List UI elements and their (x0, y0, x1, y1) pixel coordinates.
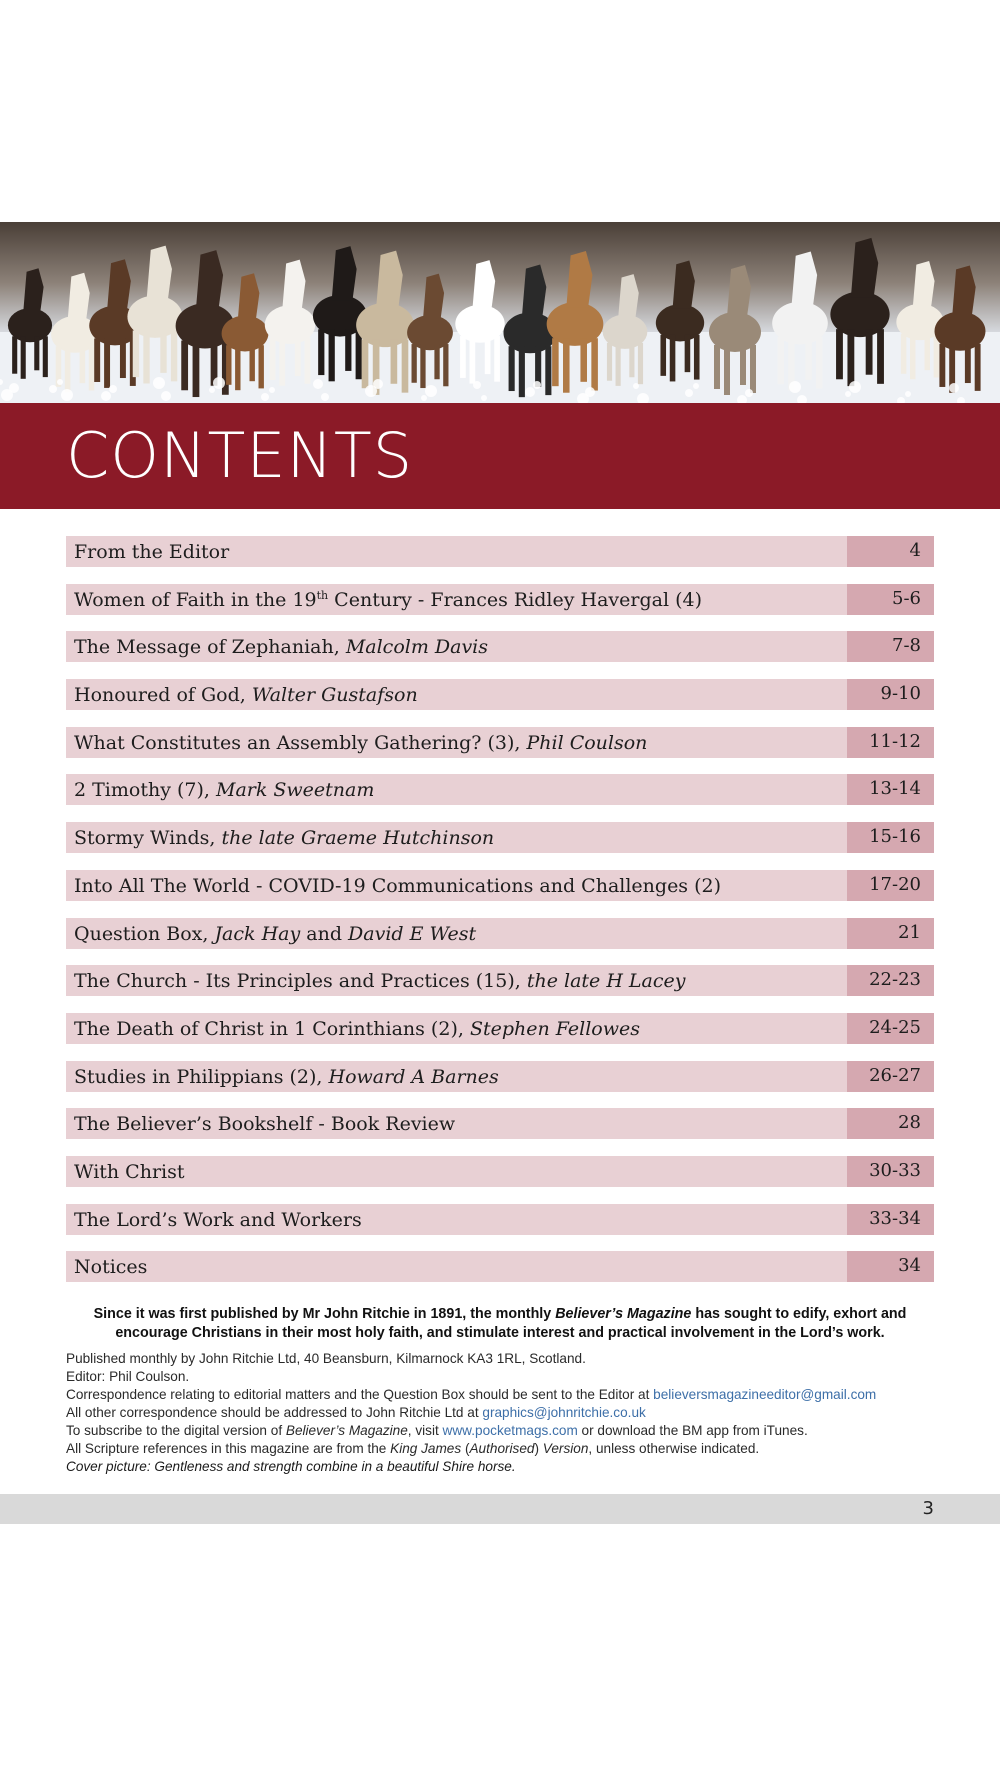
toc-row (66, 774, 934, 805)
toc-page-number: 34 (847, 1251, 934, 1282)
toc-page-number: 15-16 (847, 822, 934, 853)
toc-entry-title (74, 1207, 362, 1233)
toc-entry-title (74, 1254, 147, 1280)
snow-spray (685, 389, 693, 397)
snow-spray (473, 381, 481, 389)
toc-entry-title (74, 539, 229, 565)
link-text[interactable]: www.pocketmags.com (442, 1423, 578, 1438)
text-segment: The Message of Zephaniah, (74, 636, 346, 659)
text-segment: Mark Sweetnam (215, 779, 375, 802)
text-segment: Authorised (469, 1441, 535, 1456)
text-segment: Editor: Phil Coulson. (66, 1369, 190, 1384)
text-segment: the late Graeme Hutchinson (221, 827, 495, 850)
info-line (66, 1368, 946, 1386)
text-segment: All other correspondence should be addressed to John Ritchie Ltd at (66, 1405, 483, 1420)
text-segment: Into All The World - COVID-19 Communications and Challenges (2) (74, 874, 722, 897)
text-segment: With Christ (74, 1160, 185, 1183)
snow-spray (57, 379, 63, 385)
table-of-contents (66, 536, 934, 1299)
toc-page-number: 13-14 (847, 774, 934, 805)
snow-spray (373, 379, 383, 389)
toc-entry-title (74, 1159, 185, 1185)
toc-entry-title (74, 1016, 640, 1042)
snow-spray (213, 377, 225, 389)
toc-entry-title (74, 682, 418, 708)
toc-row (66, 918, 934, 949)
text-segment: Since it was first published by Mr John Ritchie in 1891, the monthly (93, 1306, 556, 1322)
toc-row (66, 1204, 934, 1235)
toc-entry-title (74, 825, 494, 851)
text-segment: Correspondence relating to editorial matters and the Question Box should be sent to the Editor at (66, 1387, 654, 1402)
text-segment: Malcolm Davis (345, 636, 489, 659)
snow-spray (905, 391, 911, 397)
toc-row (66, 536, 934, 567)
snow-spray (49, 385, 57, 393)
snow-spray (849, 381, 861, 393)
toc-row (66, 679, 934, 710)
toc-page-number: 11-12 (847, 727, 934, 758)
toc-page-number: 5-6 (847, 584, 934, 615)
text-segment: the late H Lacey (526, 970, 686, 993)
toc-row (66, 1251, 934, 1282)
text-segment: or download the BM app from iTunes. (577, 1423, 808, 1438)
text-segment: The Death of Christ in 1 Corinthians (2), (74, 1017, 470, 1040)
info-line (66, 1458, 946, 1476)
horses-in-snow-image (0, 222, 1000, 403)
toc-page-number: 4 (847, 536, 934, 567)
toc-row (66, 1061, 934, 1092)
snow-spray (481, 395, 487, 401)
text-segment: What Constitutes an Assembly Gathering? (3), (74, 731, 527, 754)
toc-page-number: 7-8 (847, 631, 934, 662)
text-segment: Notices (74, 1256, 148, 1279)
text-segment: ) (534, 1441, 543, 1456)
toc-row (66, 822, 934, 853)
text-segment: Cover picture: Gentleness and strength combine in a beautiful Shire horse. (66, 1459, 516, 1474)
snow-spray (693, 383, 699, 389)
toc-page-number: 22-23 (847, 965, 934, 996)
text-segment: The Believer’s Bookshelf - Book Review (74, 1113, 456, 1136)
snow-spray (261, 393, 269, 401)
text-segment: 2 Timothy (7), (74, 779, 216, 802)
text-segment: ( (461, 1441, 470, 1456)
link-text[interactable]: graphics@johnritchie.co.uk (482, 1405, 646, 1420)
snow-spray (269, 387, 275, 393)
text-segment: and (300, 922, 349, 945)
snow-spray (9, 383, 19, 393)
text-segment: Stephen Fellowes (469, 1017, 640, 1040)
snow-spray (745, 389, 753, 397)
text-segment: Published monthly by John Ritchie Ltd, 40 Beansburn, Kilmarnock KA3 1RL, Scotland. (66, 1351, 586, 1366)
snow-spray (633, 383, 639, 389)
snow-spray (61, 389, 73, 401)
snow-spray (101, 391, 111, 401)
toc-entry-title (74, 1064, 499, 1090)
toc-page-number: 17-20 (847, 870, 934, 901)
text-segment: Believer’s Magazine (285, 1423, 408, 1438)
info-line (66, 1404, 946, 1422)
snow-spray (789, 381, 801, 393)
toc-page-number: 21 (847, 918, 934, 949)
text-segment: David E West (348, 922, 477, 945)
info-line (66, 1440, 946, 1458)
toc-page-number: 24-25 (847, 1013, 934, 1044)
toc-row (66, 1108, 934, 1139)
snow-spray (525, 387, 535, 397)
toc-page-number: 30-33 (847, 1156, 934, 1187)
toc-row (66, 1013, 934, 1044)
footer-bar (0, 1494, 1000, 1524)
text-segment: , visit (407, 1423, 443, 1438)
snow-spray (845, 391, 851, 397)
snow-spray (949, 383, 959, 393)
toc-row (66, 727, 934, 758)
toc-entry-title (74, 968, 686, 994)
text-segment: Howard A Barnes (328, 1065, 499, 1088)
toc-page-number: 28 (847, 1108, 934, 1139)
text-segment: The Lord’s Work and Workers (74, 1208, 362, 1231)
text-segment: has sought to edify, exhort and encourage Christians in their most holy faith, and stimulate interest and practical involvement in the Lord’s work. (115, 1306, 907, 1341)
toc-row (66, 1156, 934, 1187)
toc-entry-title (74, 730, 647, 756)
text-segment: All Scripture references in this magazine are from the (66, 1441, 391, 1456)
snow-spray (161, 391, 171, 401)
snow-spray (313, 379, 323, 389)
toc-page-number: 9-10 (847, 679, 934, 710)
text-segment: Honoured of God, (74, 684, 252, 707)
text-segment: Century - Frances Ridley Havergal (4) (328, 588, 703, 611)
page-number: 3 (922, 1498, 934, 1519)
mission-statement (70, 1305, 930, 1342)
text-segment: Women of Faith in the 19 (74, 588, 317, 611)
text-segment: Version (542, 1441, 589, 1456)
snow-spray (153, 377, 165, 389)
text-segment: Question Box, (74, 922, 215, 945)
snow-spray (585, 387, 595, 397)
toc-row (66, 631, 934, 662)
info-line (66, 1386, 946, 1404)
publication-info (66, 1350, 946, 1476)
toc-row (66, 870, 934, 901)
snow-spray (425, 385, 437, 397)
toc-entry-title (74, 1111, 455, 1137)
snow-spray (209, 387, 215, 393)
toc-page-number: 26-27 (847, 1061, 934, 1092)
info-line (66, 1422, 946, 1440)
text-segment: From the Editor (74, 541, 230, 563)
text-segment: Believer’s Magazine (555, 1306, 692, 1322)
text-segment: Walter Gustafson (251, 684, 418, 707)
text-segment: Studies in Philippians (2), (74, 1065, 329, 1088)
toc-entry-title (74, 873, 721, 899)
text-segment: To subscribe to the digital version of (66, 1423, 286, 1438)
toc-row (66, 584, 934, 615)
text-segment: , unless otherwise indicated. (588, 1441, 760, 1456)
text-segment: th (316, 588, 329, 602)
toc-entry-title (74, 587, 702, 613)
snow-spray (109, 385, 117, 393)
toc-entry-title (74, 634, 488, 660)
toc-entry-title (74, 921, 476, 947)
text-segment: King James (390, 1441, 462, 1456)
snow-spray (421, 395, 427, 401)
link-text[interactable]: believersmagazineeditor@gmail.com (653, 1387, 877, 1402)
snow-spray (533, 381, 541, 389)
text-segment: Stormy Winds, (74, 827, 222, 850)
text-segment: Phil Coulson (526, 731, 648, 754)
contents-header-band (0, 403, 1000, 509)
toc-entry-title (74, 777, 374, 803)
page-title: CONTENTS (66, 419, 414, 492)
toc-page-number: 33-34 (847, 1204, 934, 1235)
banner-photo (0, 222, 1000, 403)
toc-row (66, 965, 934, 996)
snow-spray (321, 393, 329, 401)
text-segment: The Church - Its Principles and Practices (15), (74, 970, 527, 993)
info-line (66, 1350, 946, 1368)
text-segment: Jack Hay (214, 922, 301, 945)
